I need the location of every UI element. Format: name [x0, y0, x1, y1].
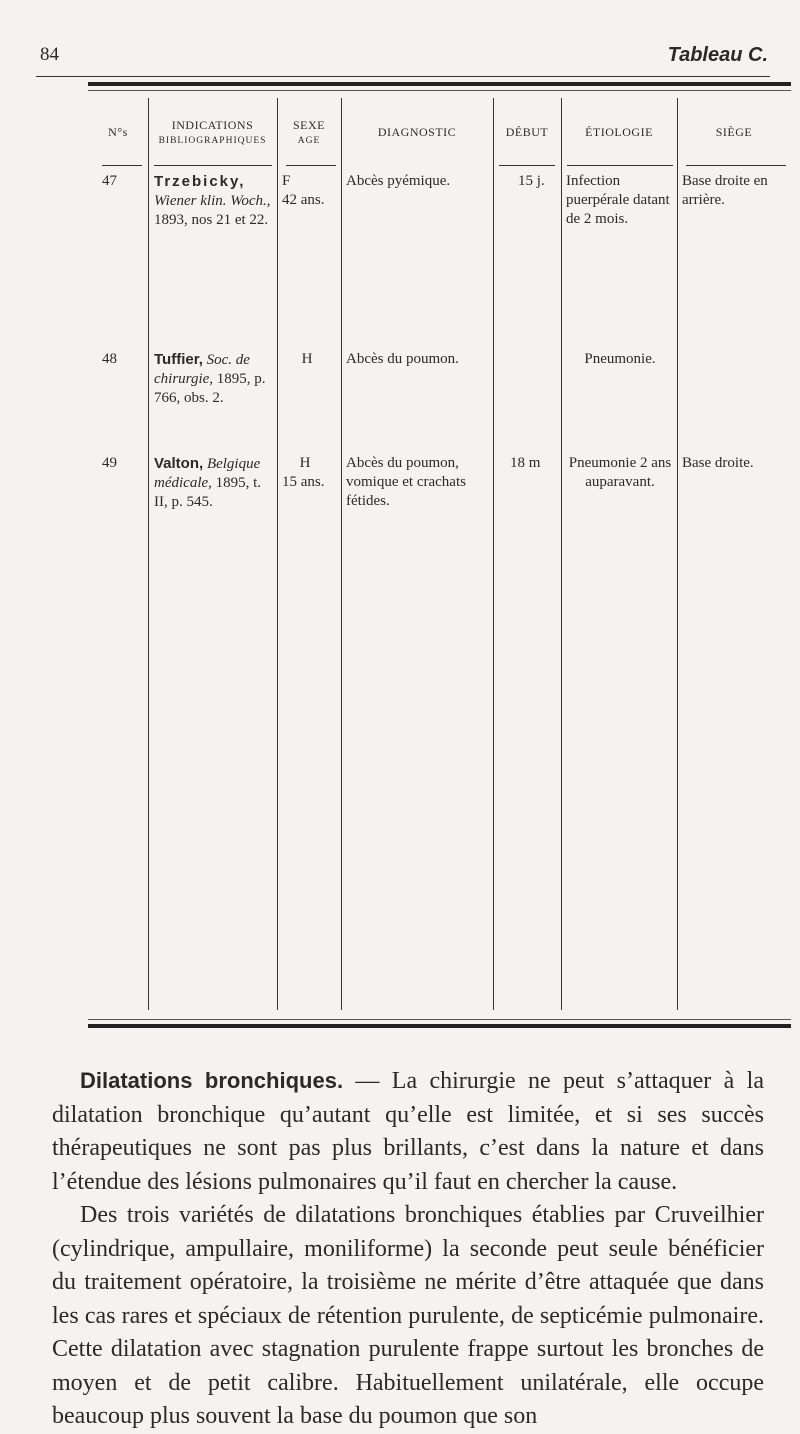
row-author: Tuffier,	[154, 351, 203, 368]
running-title: Tableau C.	[667, 44, 768, 66]
row-debut: 18 m	[510, 455, 541, 471]
row-number: 47	[102, 173, 117, 189]
header-etiologie-label: ÉTIOLOGIE	[585, 124, 653, 139]
header-siege-label: SIÈGE	[715, 124, 753, 139]
row-diagnostic: Abcès pyémique.	[346, 173, 451, 189]
header-debut-label: DÉBUT	[505, 124, 549, 139]
header-no-label: N°s	[108, 124, 128, 139]
column-divider	[148, 98, 149, 1010]
page-header	[40, 44, 768, 74]
row-journal: Belgique médicale	[154, 456, 261, 491]
paragraph: Des trois variétés de dilatations bronchiques établies par Cruveilhier (cylindrique, ampullaire, moniliforme) la seconde peut seule bénéficier du traitement opératoire, la troisième ne mérite d’être attaquée que dans les cas rares et spéciaux de rétention purulente, de septicémie pulmonaire. Cette dilatation avec stagnation purulente frappe surtout les bronches de moyen et de petit calibre. Habituellement unilatérale, elle occupe beaucoup plus souvent la base du poumon que son	[52, 1202, 764, 1429]
paragraph	[52, 1064, 764, 1199]
row-siege: Base droite en arrière.	[682, 173, 768, 208]
row-citation: , 1895, t. II, p. 545.	[154, 475, 262, 510]
row-sexe-age	[282, 172, 340, 210]
row-reference	[154, 454, 274, 512]
column-divider	[677, 98, 678, 1010]
section-title: Dilatations bronchiques.	[80, 1068, 344, 1093]
header-diagnostic	[341, 98, 493, 166]
header-sexe	[277, 98, 341, 166]
row-sexe: H	[299, 455, 311, 471]
row-journal: Wiener klin. Woch.	[154, 193, 267, 209]
column-divider	[341, 98, 342, 1010]
header-indications-label: INDICATIONS	[171, 118, 254, 132]
row-sexe: F	[282, 173, 291, 189]
row-diagnostic: Abcès du poumon.	[346, 351, 459, 367]
header-sexe-label: SEXE	[293, 118, 325, 132]
cases-table	[88, 82, 791, 1028]
header-indications-sublabel: BIBLIOGRAPHIQUES	[158, 136, 267, 146]
row-sexe-age	[282, 454, 340, 492]
header-debut	[493, 98, 561, 166]
row-etiologie: Pneumonie 2 ans auparavant.	[568, 455, 672, 490]
row-diagnostic: Abcès du poumon, vomique et crachats fétides.	[346, 455, 466, 509]
row-sexe: H	[301, 351, 313, 367]
row-journal: Soc. de chirurgie	[154, 352, 250, 387]
row-age: 42 ans.	[282, 192, 325, 208]
row-number: 49	[102, 455, 117, 471]
row-author: Trzebicky,	[154, 173, 246, 190]
header-indications	[148, 98, 277, 166]
header-no	[88, 98, 148, 166]
row-number: 48	[102, 351, 117, 367]
row-citation: , 1895, p. 766, obs. 2.	[154, 371, 266, 406]
header-siege	[677, 98, 791, 166]
paragraph-text: — La chirurgie ne peut s’attaquer à la dilatation bronchique qu’autant qu’elle est limitée, et si ses succès thérapeutiques ne sont pas plus brillants, c’est dans la nature et dans l’étendue des lésions pulmonaires qu’il faut en chercher la cause.	[52, 1068, 764, 1195]
row-siege: Base droite.	[682, 455, 754, 471]
header-diagnostic-label: DIAGNOSTIC	[377, 124, 457, 139]
body-text	[52, 1064, 764, 1434]
page-number: 84	[40, 44, 59, 65]
row-age: 15 ans.	[282, 474, 325, 490]
row-reference	[154, 172, 274, 230]
row-etiologie: Pneumonie.	[584, 351, 656, 367]
column-divider	[493, 98, 494, 1010]
row-reference	[154, 350, 274, 408]
row-debut: 15 j.	[518, 173, 545, 189]
row-etiologie: Infection puerpérale datant de 2 mois.	[566, 173, 670, 227]
row-citation: , 1893, nos 21 et 22.	[154, 193, 271, 228]
header-rule	[36, 76, 770, 77]
column-divider	[277, 98, 278, 1010]
header-etiologie	[561, 98, 677, 166]
header-age-label: AGE	[297, 136, 321, 146]
row-author: Valton,	[154, 455, 204, 472]
column-divider	[561, 98, 562, 1010]
